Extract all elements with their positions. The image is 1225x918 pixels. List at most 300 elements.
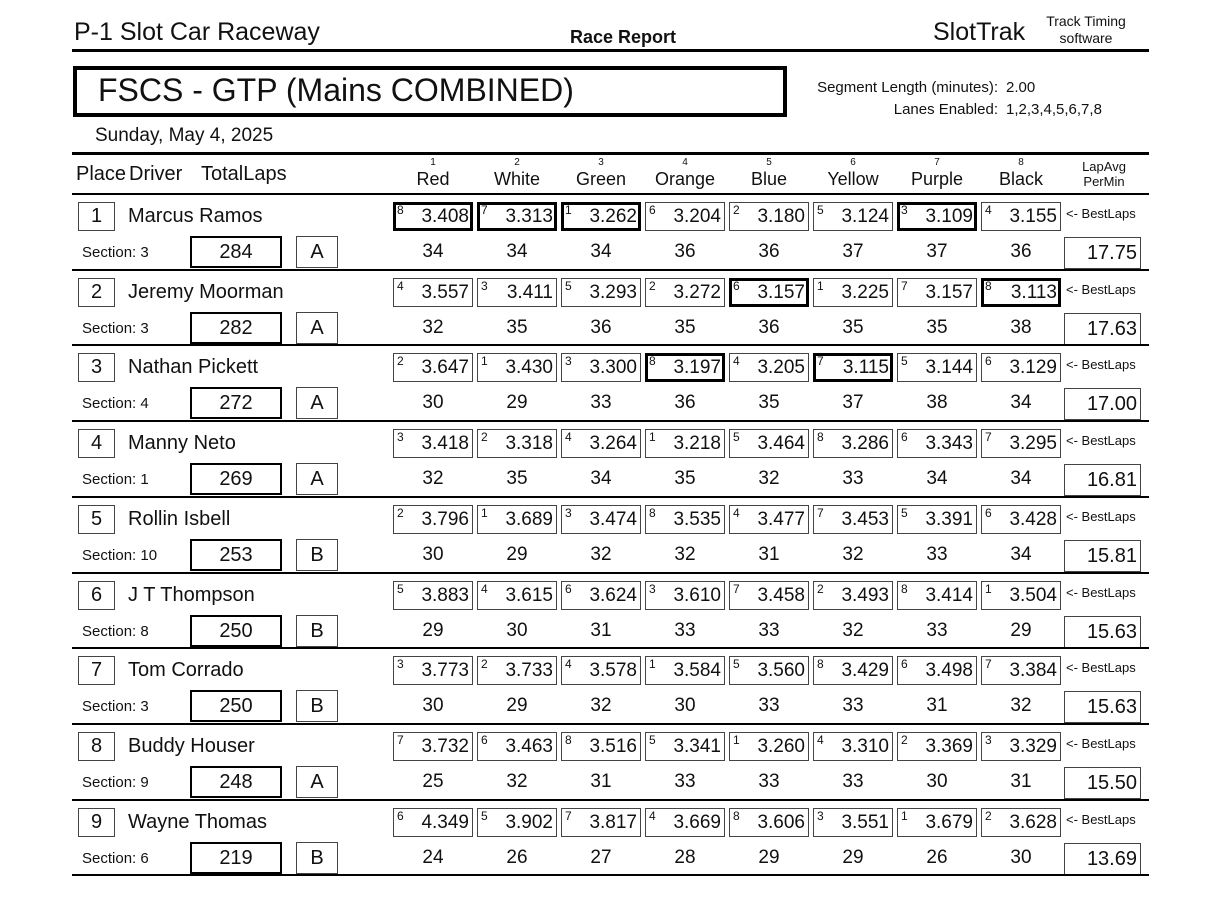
best-lap-cell xyxy=(477,278,557,307)
best-lap-time: 3.369 xyxy=(925,735,973,757)
best-lap-time: 3.610 xyxy=(673,584,721,606)
best-lap-time: 3.429 xyxy=(841,660,889,682)
best-lap-cell xyxy=(981,202,1061,231)
best-lap-cell xyxy=(729,505,809,534)
total-laps-box: 248 xyxy=(190,766,282,798)
best-lap-cell xyxy=(981,732,1061,761)
best-lap-cell xyxy=(813,429,893,458)
best-lap-cell xyxy=(897,353,977,382)
venue-name: P-1 Slot Car Raceway xyxy=(74,18,320,46)
best-lap-lane: 6 xyxy=(985,505,992,520)
best-lap-cell xyxy=(561,429,641,458)
best-lap-lane: 4 xyxy=(733,505,740,520)
lane-lap-count: 34 xyxy=(1010,543,1032,565)
best-lap-time: 3.260 xyxy=(757,735,805,757)
driver-name: Buddy Houser xyxy=(128,734,255,757)
best-lap-time: 3.180 xyxy=(757,206,805,227)
best-lap-lane: 3 xyxy=(565,505,572,520)
best-lap-time: 3.129 xyxy=(1009,357,1057,379)
best-lap-time: 3.647 xyxy=(421,357,469,379)
lane-number-header: 7 xyxy=(934,157,940,168)
section-label: Section: 3 xyxy=(82,319,149,337)
best-lap-lane: 3 xyxy=(481,278,488,293)
place-box: 5 xyxy=(78,505,115,534)
best-lap-cell xyxy=(393,808,473,837)
best-lap-time: 4.349 xyxy=(421,811,469,833)
best-lap-lane: 7 xyxy=(565,808,572,823)
best-lap-time: 3.414 xyxy=(925,584,973,606)
lane-lap-count: 31 xyxy=(590,770,612,792)
brand-subtitle-line2: software xyxy=(1059,30,1113,46)
best-lap-time: 3.557 xyxy=(421,281,469,303)
lane-lap-count: 36 xyxy=(674,241,696,262)
best-lap-lane: 4 xyxy=(985,203,992,217)
best-lap-lane: 3 xyxy=(565,354,572,369)
total-laps-box: 250 xyxy=(190,690,282,722)
best-lap-cell xyxy=(477,429,557,458)
best-lap-cell xyxy=(561,656,641,685)
best-lap-lane: 8 xyxy=(817,430,824,445)
section-label: Section: 3 xyxy=(82,698,149,716)
best-lap-time: 3.883 xyxy=(421,584,469,606)
lane-lap-count: 29 xyxy=(422,619,444,641)
best-lap-cell xyxy=(561,505,641,534)
lane-lap-count: 32 xyxy=(674,543,696,565)
best-lap-time: 3.343 xyxy=(925,433,973,455)
best-lap-cell xyxy=(477,656,557,685)
lane-lap-count: 33 xyxy=(926,543,948,565)
best-lap-cell xyxy=(729,808,809,837)
best-lap-cell xyxy=(981,656,1061,685)
best-lap-time: 3.453 xyxy=(841,508,889,530)
lane-lap-count: 33 xyxy=(674,619,696,641)
lane-lap-count: 28 xyxy=(674,846,696,868)
best-lap-cell xyxy=(645,732,725,761)
total-laps-box: 284 xyxy=(190,236,282,268)
best-lap-lane: 6 xyxy=(565,581,572,596)
segment-length-label: Segment Length (minutes): xyxy=(817,79,998,96)
best-lap-lane: 7 xyxy=(985,430,992,445)
best-lap-time: 3.225 xyxy=(841,281,889,303)
section-label: Section: 6 xyxy=(82,849,149,867)
lane-lap-count: 30 xyxy=(422,392,444,414)
best-lap-lane: 3 xyxy=(901,203,908,217)
section-label: Section: 8 xyxy=(82,622,149,640)
lane-lap-count: 35 xyxy=(926,316,948,338)
row-separator xyxy=(72,420,1149,422)
best-lap-time: 3.113 xyxy=(1010,281,1057,303)
best-lap-lane: 8 xyxy=(565,732,572,747)
best-lap-lane: 2 xyxy=(733,203,740,217)
place-box: 2 xyxy=(78,278,115,307)
lane-lap-count: 32 xyxy=(506,770,528,792)
best-lap-lane: 4 xyxy=(817,732,824,747)
best-lap-cell xyxy=(729,656,809,685)
lane-lap-count: 33 xyxy=(842,770,864,792)
total-laps-box: 253 xyxy=(190,539,282,571)
lap-avg-box: 15.63 xyxy=(1064,691,1141,723)
best-lap-time: 3.584 xyxy=(673,660,721,682)
lane-lap-count: 32 xyxy=(1010,695,1032,717)
place-box: 6 xyxy=(78,581,115,610)
best-lap-lane: 7 xyxy=(985,657,992,672)
lane-lap-count: 33 xyxy=(842,695,864,717)
best-lap-cell xyxy=(645,429,725,458)
lane-lap-count: 32 xyxy=(842,619,864,641)
best-lap-cell xyxy=(645,202,725,231)
place-box: 9 xyxy=(78,808,115,837)
lane-lap-count: 33 xyxy=(758,770,780,792)
best-lap-time: 3.295 xyxy=(1009,433,1057,455)
best-lap-cell xyxy=(729,429,809,458)
best-lap-cell xyxy=(645,505,725,534)
lane-lap-count: 29 xyxy=(506,392,528,414)
best-lap-cell xyxy=(981,429,1061,458)
best-laps-label: <- BestLaps xyxy=(1066,508,1136,524)
driver-name: Manny Neto xyxy=(128,432,236,455)
lane-lap-count: 32 xyxy=(422,468,444,490)
lane-lap-count: 24 xyxy=(422,846,444,868)
lane-lap-count: 29 xyxy=(758,846,780,868)
best-lap-lane: 1 xyxy=(985,581,992,596)
best-lap-time: 3.504 xyxy=(1009,584,1057,606)
lane-lap-count: 26 xyxy=(926,846,948,868)
group-box: B xyxy=(296,539,338,571)
total-laps-box: 282 xyxy=(190,312,282,344)
lane-lap-count: 32 xyxy=(422,316,444,338)
best-lap-lane: 7 xyxy=(397,732,404,747)
best-lap-time: 3.218 xyxy=(673,433,721,455)
best-lap-lane: 1 xyxy=(733,732,740,747)
lane-lap-count: 35 xyxy=(842,316,864,338)
best-lap-cell xyxy=(561,278,641,307)
best-lap-lane: 4 xyxy=(481,581,488,596)
lane-lap-count: 34 xyxy=(926,468,948,490)
best-lap-time: 3.689 xyxy=(505,508,553,530)
best-lap-time: 3.430 xyxy=(505,357,553,379)
best-lap-lane: 2 xyxy=(649,278,656,293)
best-lap-time: 3.384 xyxy=(1009,660,1057,682)
driver-name: Wayne Thomas xyxy=(128,810,267,833)
best-lap-cell xyxy=(897,505,977,534)
best-lap-time: 3.115 xyxy=(842,357,889,379)
best-lap-cell xyxy=(645,656,725,685)
col-header-lap-avg-line1: LapAvg xyxy=(1082,159,1126,174)
best-lap-cell xyxy=(897,808,977,837)
total-laps-box: 250 xyxy=(190,615,282,647)
lane-lap-count: 33 xyxy=(590,392,612,414)
best-lap-cell xyxy=(393,429,473,458)
best-lap-cell xyxy=(897,581,977,610)
col-header-lap-avg-line2: PerMin xyxy=(1083,174,1125,189)
best-lap-cell xyxy=(393,581,473,610)
lap-avg-box: 17.63 xyxy=(1064,313,1141,345)
best-lap-lane: 8 xyxy=(817,657,824,672)
best-lap-cell xyxy=(897,278,977,307)
best-lap-lane: 5 xyxy=(901,505,908,520)
driver-name: Nathan Pickett xyxy=(128,356,259,379)
lane-lap-count: 34 xyxy=(422,241,444,262)
best-lap-cell xyxy=(561,581,641,610)
driver-name: Marcus Ramos xyxy=(128,205,263,227)
row-separator xyxy=(72,874,1149,876)
best-lap-time: 3.204 xyxy=(673,206,721,227)
best-lap-time: 3.411 xyxy=(506,281,553,303)
section-label: Section: 10 xyxy=(82,546,158,564)
best-lap-cell-highlighted xyxy=(981,278,1061,307)
place-box: 1 xyxy=(78,202,115,231)
best-lap-cell xyxy=(813,656,893,685)
best-lap-lane: 1 xyxy=(817,278,824,293)
lane-lap-count: 35 xyxy=(506,468,528,490)
best-lap-time: 3.733 xyxy=(505,660,553,682)
table-top-rule xyxy=(72,152,1149,155)
lane-lap-count: 33 xyxy=(842,468,864,490)
best-lap-cell xyxy=(561,732,641,761)
best-lap-cell xyxy=(981,808,1061,837)
best-lap-lane: 5 xyxy=(565,278,572,293)
lap-avg-box: 17.75 xyxy=(1064,237,1141,269)
lane-lap-count: 36 xyxy=(758,316,780,338)
best-lap-cell xyxy=(477,581,557,610)
best-lap-lane: 1 xyxy=(649,657,656,672)
best-lap-cell xyxy=(477,505,557,534)
lane-lap-count: 30 xyxy=(1010,846,1032,868)
best-lap-lane: 4 xyxy=(565,657,572,672)
total-laps-box: 272 xyxy=(190,387,282,419)
lane-color-header: Purple xyxy=(910,169,964,189)
lane-lap-count: 32 xyxy=(842,543,864,565)
header-bottom-rule xyxy=(72,193,1149,195)
best-lap-cell-highlighted xyxy=(393,202,473,231)
best-lap-cell xyxy=(813,202,893,231)
group-box: A xyxy=(296,463,338,495)
lane-lap-count: 34 xyxy=(590,241,612,262)
driver-name: Jeremy Moorman xyxy=(128,280,284,303)
best-lap-time: 3.262 xyxy=(589,206,637,227)
best-lap-lane: 2 xyxy=(397,354,404,369)
best-lap-time: 3.464 xyxy=(757,433,805,455)
best-lap-lane: 7 xyxy=(481,203,488,217)
col-header-lap-avg xyxy=(1068,159,1140,189)
best-lap-cell-highlighted xyxy=(561,202,641,231)
lane-lap-count: 37 xyxy=(842,241,864,262)
driver-name: Rollin Isbell xyxy=(128,507,231,530)
best-lap-time: 3.773 xyxy=(421,660,469,682)
best-lap-cell xyxy=(813,808,893,837)
best-lap-cell xyxy=(897,656,977,685)
best-lap-lane: 3 xyxy=(397,430,404,445)
group-box: A xyxy=(296,766,338,798)
header-rule xyxy=(72,49,1149,52)
place-box: 4 xyxy=(78,429,115,458)
lane-lap-count: 31 xyxy=(758,543,780,565)
lane-lap-count: 35 xyxy=(674,468,696,490)
best-lap-time: 3.205 xyxy=(757,357,805,379)
lane-number-header: 4 xyxy=(682,157,688,168)
best-lap-time: 3.428 xyxy=(1009,508,1057,530)
best-lap-cell xyxy=(393,732,473,761)
lane-number-header: 5 xyxy=(766,157,772,168)
best-lap-cell xyxy=(393,278,473,307)
lane-lap-count: 35 xyxy=(674,316,696,338)
best-lap-cell xyxy=(813,278,893,307)
best-lap-lane: 4 xyxy=(733,354,740,369)
lane-lap-count: 33 xyxy=(758,695,780,717)
best-lap-cell-highlighted xyxy=(477,202,557,231)
best-lap-lane: 5 xyxy=(397,581,404,596)
group-box: A xyxy=(296,312,338,344)
driver-name: J T Thompson xyxy=(128,583,255,606)
best-lap-cell xyxy=(981,353,1061,382)
group-box: B xyxy=(296,842,338,874)
col-header-total-laps: TotalLaps xyxy=(201,163,287,185)
best-lap-lane: 1 xyxy=(481,354,488,369)
best-lap-cell xyxy=(645,581,725,610)
best-lap-cell xyxy=(897,429,977,458)
lane-lap-count: 34 xyxy=(1010,392,1032,414)
best-lap-lane: 7 xyxy=(901,278,908,293)
brand-subtitle xyxy=(1033,13,1139,47)
lane-lap-count: 35 xyxy=(506,316,528,338)
best-lap-lane: 8 xyxy=(649,505,656,520)
best-lap-time: 3.418 xyxy=(421,433,469,455)
best-lap-cell xyxy=(477,808,557,837)
lap-avg-box: 16.81 xyxy=(1064,464,1141,496)
best-lap-time: 3.313 xyxy=(505,206,553,227)
best-lap-time: 3.264 xyxy=(589,433,637,455)
report-title: Race Report xyxy=(570,27,677,47)
lane-lap-count: 29 xyxy=(506,695,528,717)
best-lap-time: 3.293 xyxy=(589,281,637,303)
best-lap-lane: 2 xyxy=(397,505,404,520)
best-lap-cell xyxy=(813,581,893,610)
lane-color-header: Green xyxy=(575,169,627,189)
lane-lap-count: 36 xyxy=(758,241,780,262)
lane-lap-count: 34 xyxy=(1010,468,1032,490)
best-lap-cell-highlighted xyxy=(729,278,809,307)
group-box: A xyxy=(296,236,338,268)
best-lap-time: 3.329 xyxy=(1009,735,1057,757)
best-lap-lane: 2 xyxy=(901,732,908,747)
best-lap-time: 3.109 xyxy=(925,206,973,227)
lane-lap-count: 27 xyxy=(590,846,612,868)
best-lap-time: 3.286 xyxy=(841,433,889,455)
best-lap-cell xyxy=(897,732,977,761)
lane-lap-count: 29 xyxy=(1010,619,1032,641)
lane-lap-count: 35 xyxy=(758,392,780,414)
brand-subtitle-line1: Track Timing xyxy=(1046,13,1126,29)
best-laps-label: <- BestLaps xyxy=(1066,281,1136,297)
best-lap-lane: 7 xyxy=(817,505,824,520)
lap-avg-box: 15.63 xyxy=(1064,616,1141,648)
col-header-driver: Driver xyxy=(129,163,183,185)
best-lap-cell xyxy=(645,278,725,307)
lane-lap-count: 32 xyxy=(590,543,612,565)
best-lap-time: 3.817 xyxy=(589,811,637,833)
best-lap-lane: 3 xyxy=(397,657,404,672)
lane-lap-count: 36 xyxy=(674,392,696,414)
best-lap-time: 3.902 xyxy=(505,811,553,833)
best-lap-lane: 2 xyxy=(985,808,992,823)
best-lap-lane: 1 xyxy=(481,505,488,520)
race-title: FSCS - GTP (Mains COMBINED) xyxy=(98,72,574,108)
lane-lap-count: 34 xyxy=(506,241,528,262)
best-lap-lane: 2 xyxy=(481,430,488,445)
best-lap-time: 3.124 xyxy=(841,206,889,227)
best-lap-time: 3.458 xyxy=(757,584,805,606)
best-lap-time: 3.535 xyxy=(673,508,721,530)
best-lap-time: 3.560 xyxy=(757,660,805,682)
best-lap-time: 3.477 xyxy=(757,508,805,530)
lane-lap-count: 30 xyxy=(422,695,444,717)
best-lap-time: 3.300 xyxy=(589,357,637,379)
best-lap-lane: 1 xyxy=(565,203,572,217)
group-box: B xyxy=(296,615,338,647)
best-lap-time: 3.606 xyxy=(757,811,805,833)
best-lap-time: 3.310 xyxy=(841,735,889,757)
lane-lap-count: 36 xyxy=(1010,241,1032,262)
place-box: 8 xyxy=(78,732,115,761)
best-lap-time: 3.624 xyxy=(589,584,637,606)
lane-number-header: 6 xyxy=(850,157,856,168)
best-lap-time: 3.318 xyxy=(505,433,553,455)
best-lap-time: 3.157 xyxy=(757,281,805,303)
best-lap-time: 3.493 xyxy=(841,584,889,606)
best-lap-time: 3.341 xyxy=(673,735,721,757)
race-date: Sunday, May 4, 2025 xyxy=(95,125,274,146)
best-lap-cell xyxy=(561,353,641,382)
best-lap-lane: 3 xyxy=(649,581,656,596)
best-lap-lane: 3 xyxy=(817,808,824,823)
best-lap-lane: 8 xyxy=(985,278,992,293)
best-lap-cell xyxy=(477,353,557,382)
lane-color-header: Orange xyxy=(654,169,716,189)
best-lap-lane: 6 xyxy=(985,354,992,369)
best-lap-time: 3.463 xyxy=(505,735,553,757)
best-lap-cell xyxy=(561,808,641,837)
row-separator xyxy=(72,723,1149,725)
lap-avg-box: 15.81 xyxy=(1064,540,1141,572)
best-lap-cell xyxy=(813,732,893,761)
lane-color-header: Red xyxy=(416,169,450,189)
lane-color-header: White xyxy=(493,169,540,189)
best-lap-lane: 5 xyxy=(733,657,740,672)
row-separator xyxy=(72,496,1149,498)
best-lap-lane: 6 xyxy=(397,808,404,823)
best-lap-time: 3.628 xyxy=(1009,811,1057,833)
best-lap-lane: 6 xyxy=(901,657,908,672)
best-lap-lane: 6 xyxy=(901,430,908,445)
lane-lap-count: 33 xyxy=(758,619,780,641)
best-lap-lane: 3 xyxy=(985,732,992,747)
best-lap-lane: 7 xyxy=(733,581,740,596)
lane-number-header: 8 xyxy=(1018,157,1024,168)
lap-avg-box: 15.50 xyxy=(1064,767,1141,799)
lane-color-header: Black xyxy=(998,169,1043,189)
best-lap-lane: 6 xyxy=(649,203,656,217)
group-box: A xyxy=(296,387,338,419)
best-lap-cell-highlighted xyxy=(645,353,725,382)
lane-color-header: Yellow xyxy=(827,169,879,189)
best-laps-label: <- BestLaps xyxy=(1066,206,1136,221)
driver-name: Tom Corrado xyxy=(128,659,244,682)
best-lap-time: 3.796 xyxy=(421,508,469,530)
lane-lap-count: 31 xyxy=(1010,770,1032,792)
best-lap-lane: 4 xyxy=(565,430,572,445)
lane-lap-count: 30 xyxy=(422,543,444,565)
best-lap-time: 3.391 xyxy=(925,508,973,530)
